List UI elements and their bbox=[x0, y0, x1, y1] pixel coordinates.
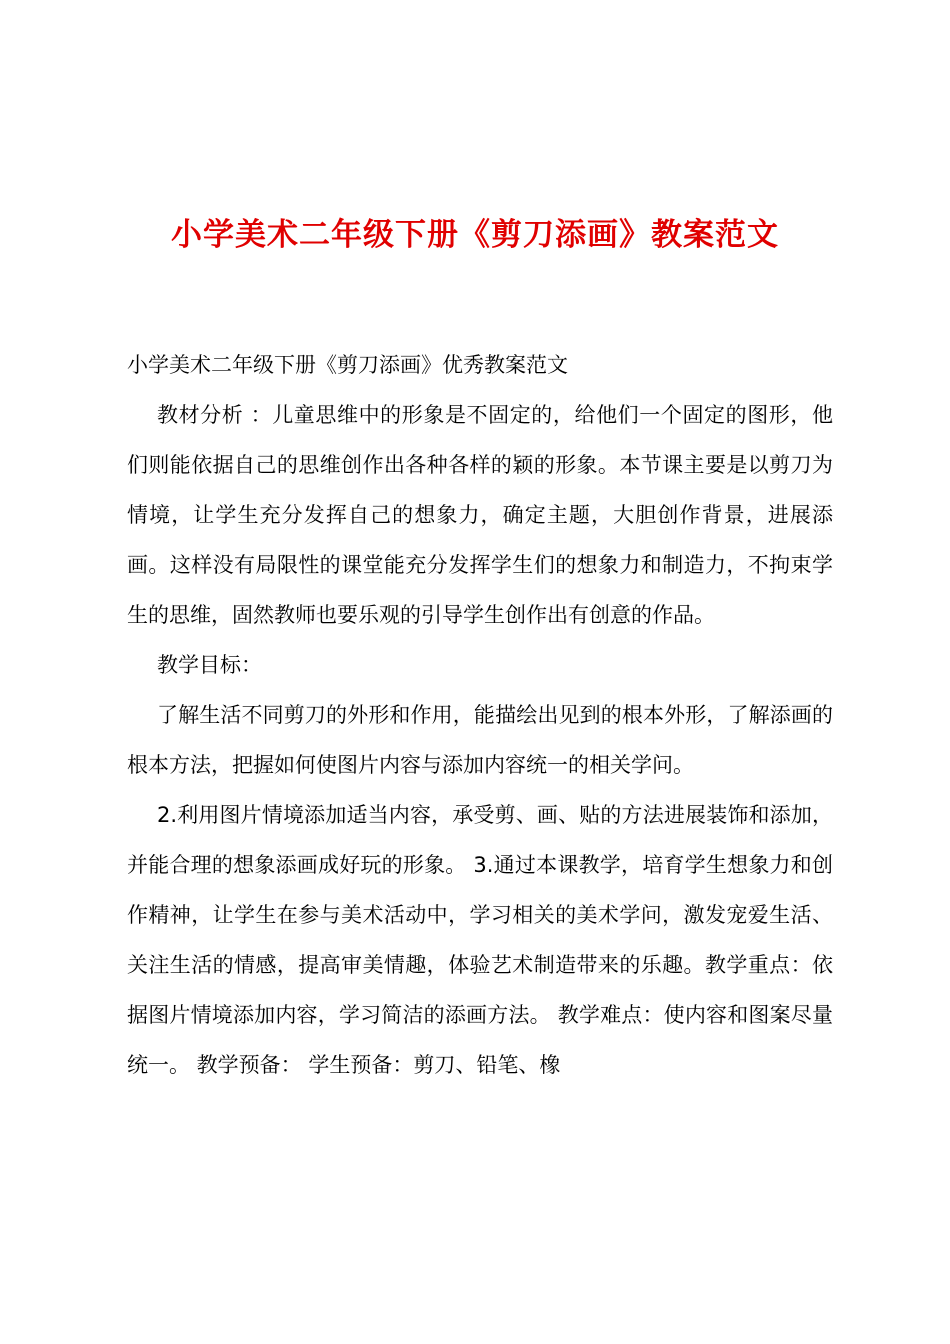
goal-one-paragraph: 了解生活不同剪刀的外形和作用，能描绘出见到的根本外形，了解添画的根本方法，把握如何使图片内容与添加内容统一的相关学问。 bbox=[127, 703, 833, 777]
material-analysis-paragraph: 教材分析 ：儿童思维中的形象是不固定的，给他们一个固定的图形，他们则能依据自己的思维创作出各种各样的颖的形象。本节课主要是以剪刀为情境，让学生充分发挥自己的想象力，确定主题，大胆创作背景，进展添画。这样没有局限性的课堂能充分发挥学生们的想象力和制造力，不拘束学生的思维，固然教师也要乐观的引导学生创作出有创意的作品。 bbox=[127, 403, 833, 627]
teaching-goals-heading: 教学目标： bbox=[157, 653, 262, 677]
goal-two-three-paragraph: 2.利用图片情境添加适当内容，承受剪、画、贴的方法进展装饰和添加，并能合理的想象添画成好玩的形象。 3.通过本课教学，培育学生想象力和创作精神，让学生在参与美术活动中，学习相关的美术学问，激发宠爱生活、关注生活的情感，提高审美情趣，体验艺术制造带来的乐趣。教学重点：依据图片情境添加内容，学习简洁的添画方法。 教学难点：使内容和图案尽量统一。 教学预备： 学生预备：剪刀、铅笔、橡 bbox=[127, 803, 833, 1077]
page-title: 小学美术二年级下册《剪刀添画》教案范文 bbox=[171, 217, 779, 253]
subtitle-paragraph: 小学美术二年级下册《剪刀添画》优秀教案范文 bbox=[127, 353, 568, 377]
document-body bbox=[127, 340, 833, 1090]
